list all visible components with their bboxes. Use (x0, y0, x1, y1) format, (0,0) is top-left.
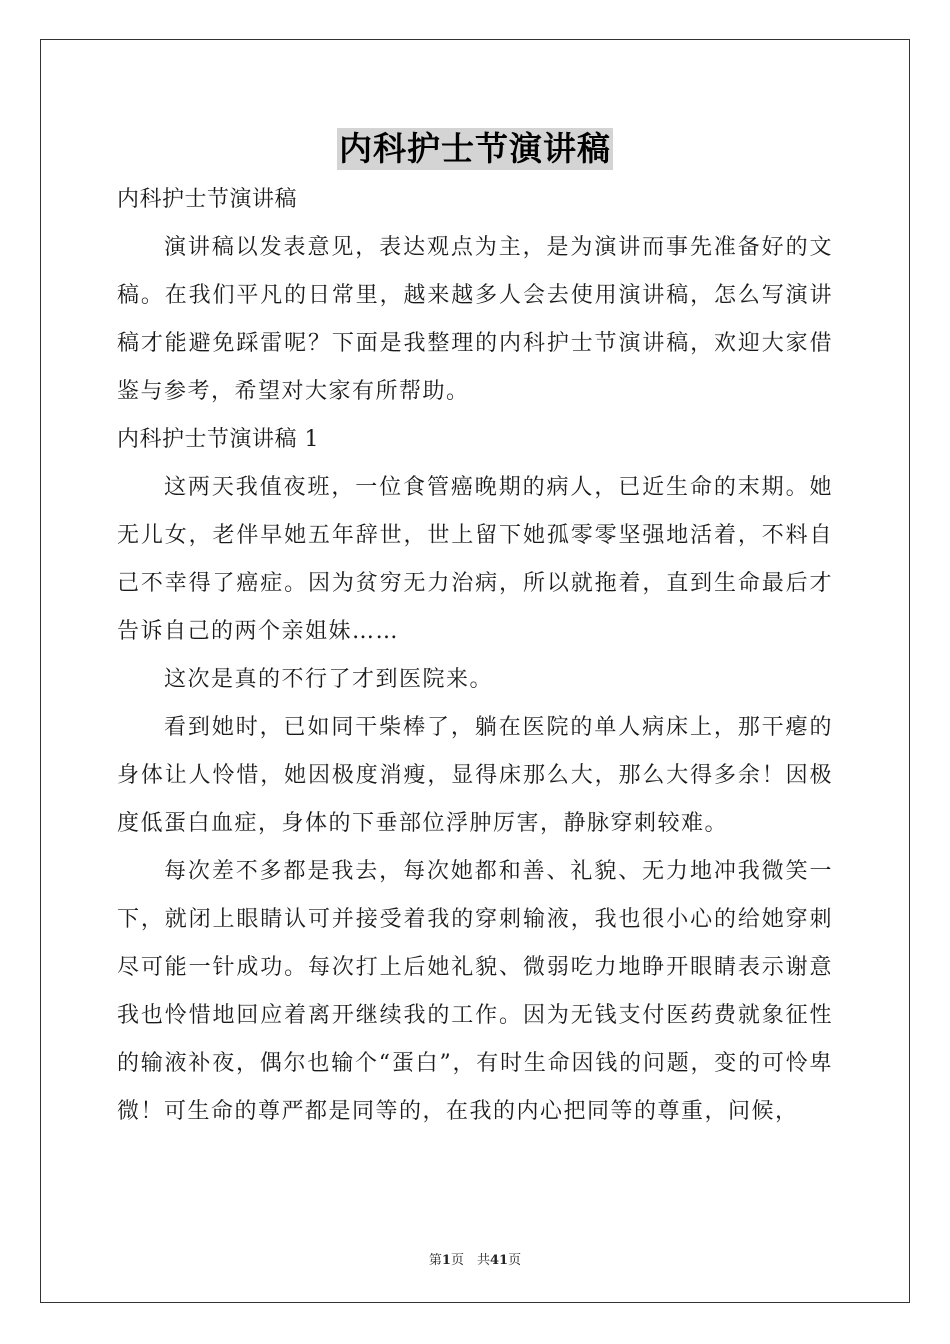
page-suffix: 页 (508, 1253, 522, 1268)
page-mid: 页 共 (450, 1253, 490, 1268)
document-title-wrap (0, 128, 950, 170)
subtitle: 内科护士节演讲稿 (117, 187, 298, 212)
paragraph: 这两天我值夜班，一位食管癌晚期的病人，已近生命的末期。她无儿女，老伴早她五年辞世，世上留下她孤零零坚强地活着，不料自己不幸得了癌症。因为贫穷无力治病，所以就拖着，直到生命最后才告诉自己的两个亲姐妹…… (117, 475, 833, 644)
section-heading: 内科护士节演讲稿 1 (117, 427, 319, 452)
document-body (117, 176, 833, 1136)
paragraph: 每次差不多都是我去，每次她都和善、礼貌、无力地冲我微笑一下，就闭上眼睛认可并接受着我的穿刺输液，我也很小心的给她穿刺尽可能一针成功。每次打上后她礼貌、微弱吃力地睁开眼睛表示谢意我也怜惜地回应着离开继续我的工作。因为无钱支付医药费就象征性的输液补夜，偶尔也输个“蛋白”，有时生命因钱的问题，变的可怜卑微！可生命的尊严都是同等的，在我的内心把同等的尊重，问候， (117, 859, 833, 1124)
page-prefix: 第 (428, 1253, 442, 1268)
total-pages-number: 41 (489, 1253, 509, 1268)
page-footer (0, 1249, 950, 1268)
document-title: 内科护士节演讲稿 (339, 129, 611, 168)
intro-paragraph: 演讲稿以发表意见，表达观点为主，是为演讲而事先准备好的文稿。在我们平凡的日常里，越来越多人会去使用演讲稿，怎么写演讲稿才能避免踩雷呢？下面是我整理的内科护士节演讲稿，欢迎大家借鉴与参考，希望对大家有所帮助。 (117, 235, 833, 404)
paragraph: 看到她时，已如同干柴棒了，躺在医院的单人病床上，那干瘪的身体让人怜惜，她因极度消瘦，显得床那么大，那么大得多余！因极度低蛋白血症，身体的下垂部位浮肿厉害，静脉穿刺较难。 (117, 715, 833, 836)
current-page-number: 1 (441, 1253, 451, 1268)
paragraph: 这次是真的不行了才到医院来。 (164, 667, 494, 692)
